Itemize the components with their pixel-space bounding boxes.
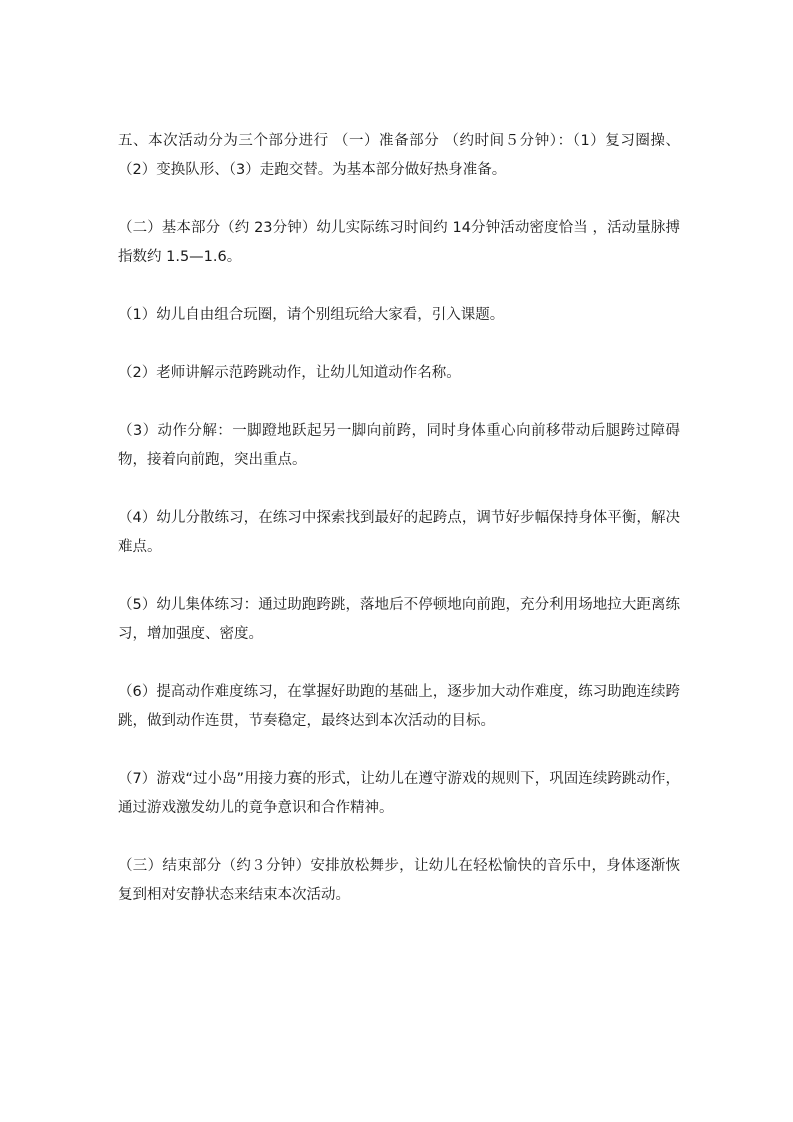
document-body [118,127,680,939]
paragraph-step-6: （6）提高动作难度练习，在掌握好助跑的基础上，逐步加大动作难度，练习助跑连续跨跳，做到动作连贯，节奏稳定，最终达到本次活动的目标。 [118,684,680,729]
paragraph-step-4: （4）幼儿分散练习，在练习中探索找到最好的起跨点，调节好步幅保持身体平衡，解决难点。 [118,510,680,555]
paragraph-step-2: （2）老师讲解示范跨跳动作，让幼儿知道动作名称。 [118,365,461,381]
paragraph-step-3: （3）动作分解：一脚蹬地跃起另一脚向前跨，同时身体重心向前移带动后腿跨过障碍物，接着向前跑，突出重点。 [118,423,680,468]
paragraph-overview: 五、本次活动分为三个部分进行 （一）准备部分 （约时间５分钟）：（1）复习圈操、（2）变换队形、（3）走跑交替。为基本部分做好热身准备。 [118,133,680,178]
paragraph-step-7: （7）游戏“过小岛”用接力赛的形式，让幼儿在遵守游戏的规则下，巩固连续跨跳动作，通过游戏激发幼儿的竟争意识和合作精神。 [118,771,680,816]
paragraph-basic-part: （二）基本部分（约 23分钟）幼儿实际练习时间约 14分钟活动密度恰当 ，活动量脉搏指数约 1.5—1.6。 [118,220,680,265]
paragraph-ending-part: （三）结束部分（约３分钟）安排放松舞步，让幼儿在轻松愉快的音乐中，身体逐渐恢复到相对安静状态来结束本次活动。 [118,858,680,903]
paragraph-step-5: （5）幼儿集体练习：通过助跑跨跳，落地后不停顿地向前跑，充分利用场地拉大距离练习，增加强度、密度。 [118,597,680,642]
paragraph-step-1: （1）幼儿自由组合玩圈，请个别组玩给大家看，引入课题。 [118,307,505,323]
